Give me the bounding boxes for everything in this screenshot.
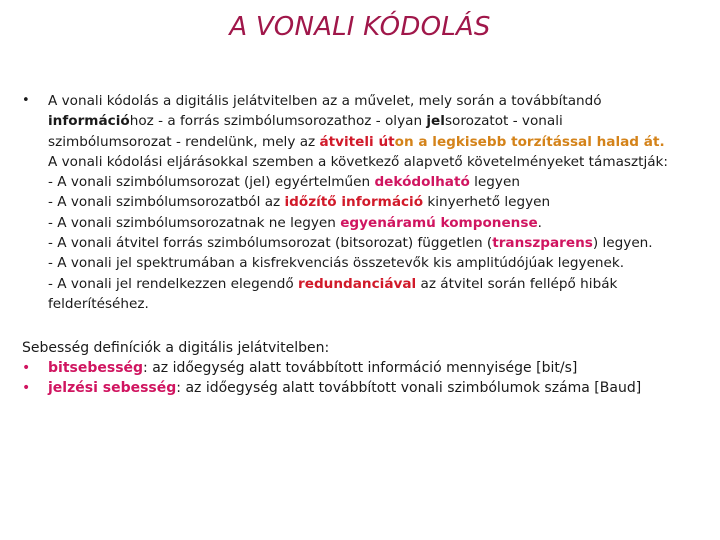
bullet-icon: • bbox=[22, 93, 30, 108]
p2-intro: A vonali kódolási eljárásokkal szemben a következő alapvető követelményeket támasztják: bbox=[48, 153, 669, 170]
speed-item-2-text: : az időegység alatt továbbított vonali szimbólumok száma [Baud] bbox=[176, 380, 642, 396]
keyword-bitsebesseg: bitsebesség bbox=[48, 360, 144, 376]
p1-line-3-text: szimbólumsorozat - rendelünk, mely az bbox=[48, 133, 320, 150]
keyword-informacio: információ bbox=[48, 113, 130, 130]
keyword-jel: jel bbox=[426, 113, 445, 130]
req-4-text: - A vonali átvitel forrás szimbólumsorozat (bitsorozat) független ( bbox=[48, 235, 493, 252]
requirement-5: - A vonali jel spektrumában a kisfrekvenciás összetevők kis amplitúdójúak legyenek. bbox=[48, 255, 625, 272]
bullet-icon: • bbox=[22, 380, 31, 396]
req-4-tail: ) legyen. bbox=[592, 235, 653, 252]
req-3-tail: . bbox=[537, 214, 542, 231]
main-paragraph bbox=[48, 91, 716, 314]
speed-item-bitsebesseg bbox=[22, 358, 712, 378]
p1-line-1: A vonali kódolás a digitális jelátvitelben az a művelet, mely során a továbbítandó bbox=[48, 93, 602, 109]
speed-definitions bbox=[22, 338, 712, 398]
keyword-transzparens: transzparens bbox=[492, 235, 593, 252]
speed-heading: Sebesség definíciók a digitális jelátvitelben: bbox=[22, 340, 330, 356]
p1-line-2-text: hoz - a forrás szimbólumsorozathoz - olyan bbox=[129, 113, 427, 130]
page-title: A VONALI KÓDOLÁS bbox=[229, 12, 491, 42]
requirement-6 bbox=[48, 274, 716, 294]
p1-line-2-tail: sorozatot - vonali bbox=[444, 113, 563, 130]
speed-item-jelzesi-sebesseg bbox=[22, 378, 712, 398]
keyword-atviteli-ut: átviteli út bbox=[319, 133, 395, 150]
req-6-text: - A vonali jel rendelkezzen elegendő bbox=[48, 275, 299, 292]
requirement-1 bbox=[48, 172, 716, 192]
requirement-6-continued: felderítéséhez. bbox=[48, 295, 149, 312]
req-6-tail: az átvitel során fellépő hibák bbox=[416, 275, 618, 292]
req-3-text: - A vonali szimbólumsorozatnak ne legyen bbox=[48, 214, 341, 231]
keyword-egyenaramu-komponense: egyenáramú komponense bbox=[340, 214, 538, 231]
req-1-tail: legyen bbox=[469, 174, 520, 191]
req-1-text: - A vonali szimbólumsorozat (jel) egyértelműen bbox=[48, 174, 375, 191]
keyword-idozito-informacio: időzítő információ bbox=[284, 194, 424, 211]
p1-line-3 bbox=[48, 132, 716, 152]
bullet-icon: • bbox=[22, 360, 31, 376]
p1-line-2 bbox=[48, 111, 716, 131]
keyword-dekodolhato: dekódolható bbox=[374, 174, 470, 191]
requirement-3 bbox=[48, 213, 716, 233]
p1-line-3-highlight-tail: on a legkisebb torzítással halad át. bbox=[394, 133, 665, 150]
speed-item-1-text: : az időegység alatt továbbított információ mennyisége [bit/s] bbox=[143, 360, 578, 376]
keyword-redundanciaval: redundanciával bbox=[298, 275, 417, 292]
requirement-2 bbox=[48, 192, 716, 212]
req-2-text: - A vonali szimbólumsorozatból az bbox=[48, 194, 285, 211]
req-2-tail: kinyerhető legyen bbox=[423, 194, 551, 211]
requirement-4 bbox=[48, 233, 716, 253]
keyword-jelzesi-sebesseg: jelzési sebesség bbox=[48, 380, 177, 396]
